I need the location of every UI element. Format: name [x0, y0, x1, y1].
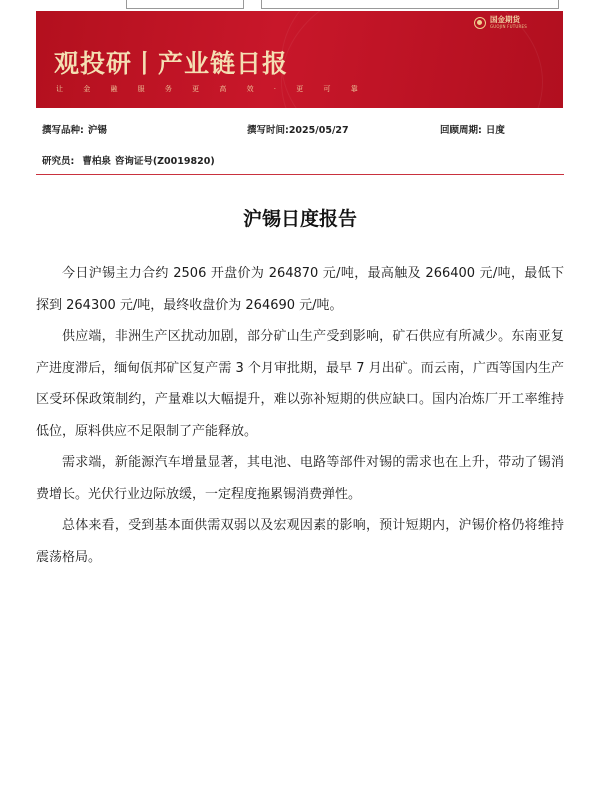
report-title: 沪锡日度报告 — [242, 208, 357, 230]
report-body — [36, 258, 564, 573]
brand-text — [490, 16, 527, 29]
meta-analyst-cert: 咨询证号(Z0019820) — [114, 156, 215, 167]
brand-logo-group — [474, 16, 527, 29]
top-field-right — [261, 0, 559, 9]
brand-english-name: GUOJIN FUTURES — [489, 23, 527, 29]
banner-title: 观投研丨产业链日报 — [54, 49, 289, 78]
brand-name: 国金期货 — [489, 15, 520, 24]
meta-cycle-label: 回顾周期: — [440, 125, 482, 136]
meta-analyst-name: 曹柏泉 — [82, 156, 111, 167]
paragraph-outlook: 总体来看，受到基本面供需双弱以及宏观因素的影响，预计短期内，沪锡价格仍将维持震荡格局。 — [36, 518, 564, 565]
banner-slogan: 让 金 融 服 务 更 高 效 · 更 可 靠 — [56, 85, 367, 93]
header-banner — [36, 11, 563, 108]
meta-time — [247, 122, 349, 136]
paragraph-supply: 供应端，非洲生产区扰动加剧，部分矿山生产受到影响，矿石供应有所减少。东南亚复产进度滞后，缅甸佤邦矿区复产需 3 个月审批期，最早 7 月出矿。而云南，广西等国内生产区受环保政策制约，产量难以大幅提升，难以弥补短期的供应缺口。国内冶炼厂开工率维持低位，原料供应不足限制了产能释放。 — [36, 329, 564, 439]
meta-time-label: 撰写时间: — [247, 125, 289, 136]
meta-cycle-value: 日度 — [485, 125, 505, 136]
paragraph-demand: 需求端，新能源汽车增量显著，其电池、电路等部件对锡的需求也在上升，带动了锡消费增长。光伏行业边际放缓，一定程度拖累锡消费弹性。 — [36, 455, 564, 502]
meta-analyst-label: 研究员: — [42, 156, 75, 167]
meta-type-value: 沪锡 — [87, 125, 107, 136]
paragraph-price: 今日沪锡主力合约 2506 开盘价为 264870 元/吨，最高触及 266400 元/吨，最低下探到 264300 元/吨，最终收盘价为 264690 元/吨。 — [36, 266, 564, 313]
meta-time-value: 2025/05/27 — [288, 125, 349, 136]
meta-cycle — [440, 122, 505, 136]
brand-logo-icon — [474, 17, 486, 29]
top-field-left — [126, 0, 244, 9]
header-divider — [36, 174, 564, 175]
meta-type — [42, 122, 107, 136]
meta-analyst — [42, 153, 215, 167]
meta-type-label: 撰写品种: — [42, 125, 84, 136]
